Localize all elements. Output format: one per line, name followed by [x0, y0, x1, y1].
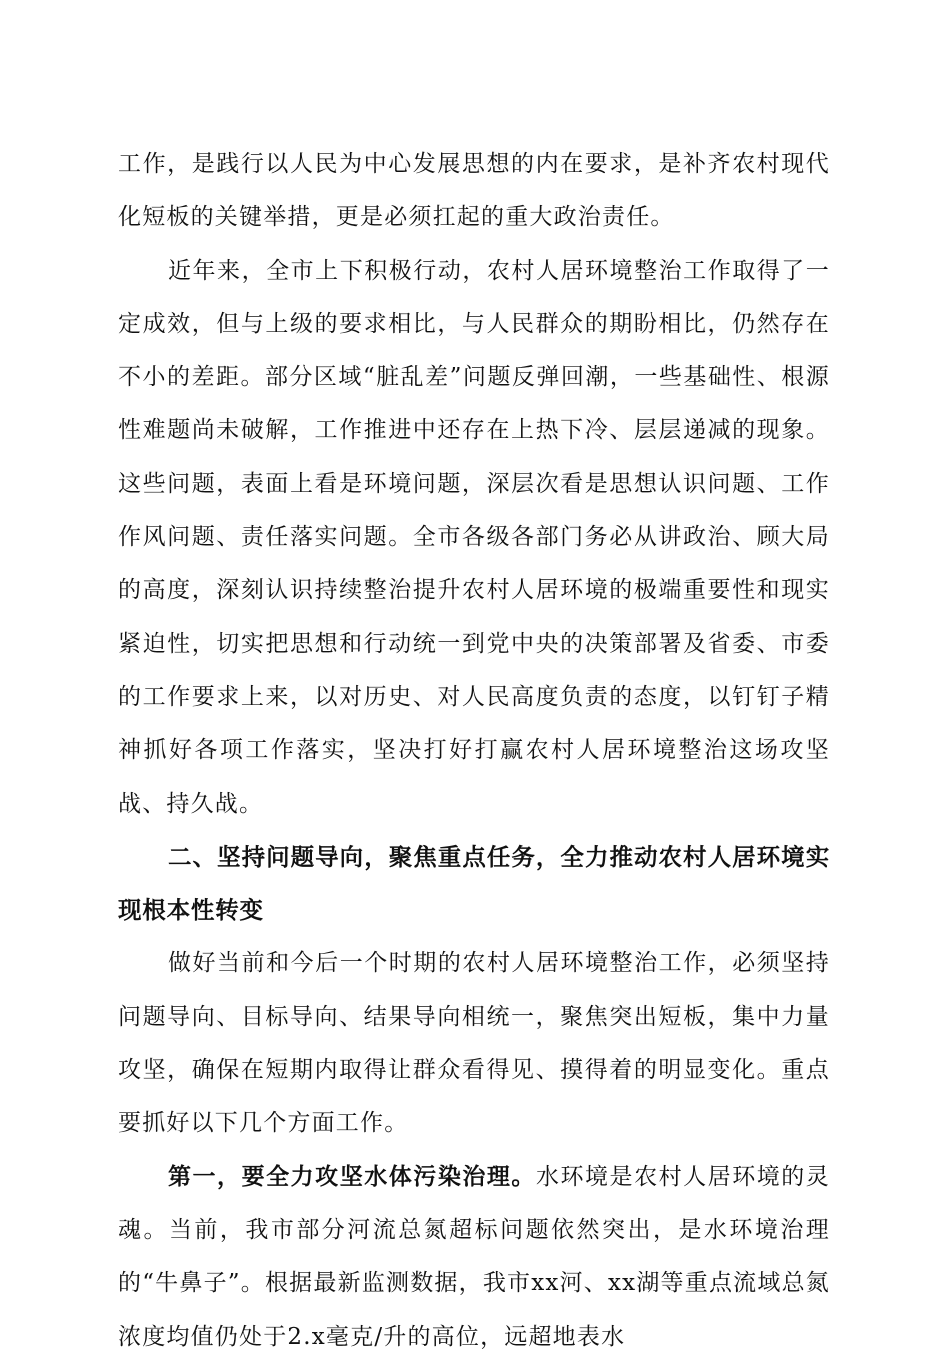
paragraph-body-text: 水环境是农村人居环境的灵魂。当前，我市部分河流总氮超标问题依然突出，是水环境治理的“牛鼻子”。根据最新监测数据，我市xx河、xx湖等重点流域总氮浓度均值仍处于2.x毫克/升的高位，远超地表水	[118, 1163, 831, 1350]
paragraph-water-pollution	[118, 1151, 830, 1364]
paragraph-problem-orientation: 做好当前和今后一个时期的农村人居环境整治工作，必须坚持问题导向、目标导向、结果导向相统一，聚焦突出短板，集中力量攻坚，确保在短期内取得让群众看得见、摸得着的明显变化。重点要抓好以下几个方面工作。	[118, 950, 830, 1137]
paragraph-continuation: 工作，是践行以人民为中心发展思想的内在要求，是补齐农村现代化短板的关键举措，更是必须扛起的重大政治责任。	[118, 151, 830, 231]
paragraph-rural-progress: 近年来，全市上下积极行动，农村人居环境整治工作取得了一定成效，但与上级的要求相比，与人民群众的期盼相比，仍然存在不小的差距。部分区域“脏乱差”问题反弹回潮，一些基础性、根源性难题尚未破解，工作推进中还存在上热下冷、层层递减的现象。这些问题，表面上看是环境问题，深层次看是思想认识问题、工作作风问题、责任落实问题。全市各级各部门务必从讲政治、顾大局的高度，深刻认识持续整治提升农村人居环境的极端重要性和现实紧迫性，切实把思想和行动统一到党中央的决策部署及省委、市委的工作要求上来，以对历史、对人民高度负责的态度，以钉钉子精神抓好各项工作落实，坚决打好打赢农村人居环境整治这场攻坚战、持久战。	[118, 257, 830, 817]
document-body	[118, 138, 830, 1364]
section-heading-two: 二、坚持问题导向，聚焦重点任务，全力推动农村人居环境实现根本性转变	[118, 842, 830, 925]
paragraph-lead-text: 第一，要全力攻坚水体污染治理。	[168, 1163, 536, 1190]
